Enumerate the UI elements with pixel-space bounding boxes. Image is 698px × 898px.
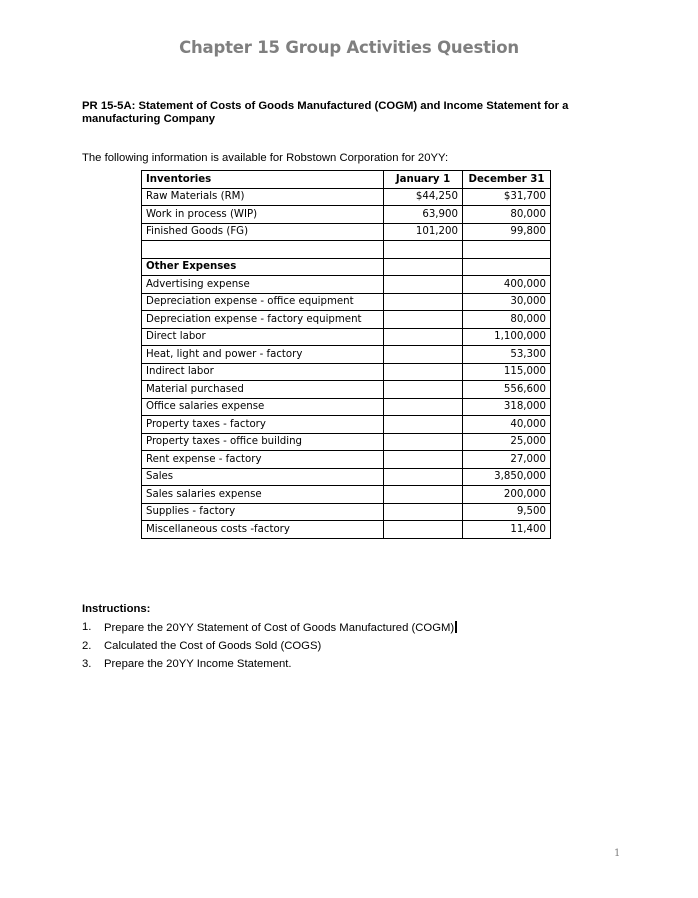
row-label: Rent expense - factory bbox=[142, 451, 384, 469]
expense-row bbox=[142, 451, 551, 469]
instruction-text: Calculated the Cost of Goods Sold (COGS) bbox=[104, 640, 322, 652]
expense-row bbox=[142, 311, 551, 329]
table-header-row bbox=[142, 171, 551, 189]
row-label: Property taxes - factory bbox=[142, 416, 384, 434]
problem-heading: PR 15-5A: Statement of Costs of Goods Manufactured (COGM) and Income Statement for a manufacturing Company bbox=[82, 100, 569, 125]
inventory-row bbox=[142, 188, 551, 206]
january-1-value bbox=[384, 363, 463, 381]
instruction-text: Prepare the 20YY Income Statement. bbox=[104, 658, 292, 670]
december-31-value: 11,400 bbox=[463, 521, 551, 539]
instruction-item bbox=[82, 621, 457, 634]
january-1-value bbox=[384, 346, 463, 364]
january-1-value bbox=[384, 311, 463, 329]
expense-row bbox=[142, 276, 551, 294]
january-1-value bbox=[384, 433, 463, 451]
row-label: Heat, light and power - factory bbox=[142, 346, 384, 364]
instruction-number: 2. bbox=[82, 640, 92, 652]
december-31-value: 318,000 bbox=[463, 398, 551, 416]
december-31-value: 99,800 bbox=[463, 223, 551, 241]
instruction-item bbox=[82, 658, 457, 670]
expense-row bbox=[142, 486, 551, 504]
december-31-value: 30,000 bbox=[463, 293, 551, 311]
january-1-value: 101,200 bbox=[384, 223, 463, 241]
instructions bbox=[82, 603, 457, 676]
december-31-value: 80,000 bbox=[463, 206, 551, 224]
row-label: Office salaries expense bbox=[142, 398, 384, 416]
row-label: Miscellaneous costs -factory bbox=[142, 521, 384, 539]
december-31-value: 9,500 bbox=[463, 503, 551, 521]
december-31-value: 27,000 bbox=[463, 451, 551, 469]
january-1-value: $44,250 bbox=[384, 188, 463, 206]
expense-row bbox=[142, 416, 551, 434]
row-label: Sales bbox=[142, 468, 384, 486]
instruction-number: 3. bbox=[82, 658, 92, 670]
row-label: Direct labor bbox=[142, 328, 384, 346]
december-31-value: 1,100,000 bbox=[463, 328, 551, 346]
text-cursor bbox=[455, 621, 457, 633]
other-expenses-header-row bbox=[142, 258, 551, 276]
january-1-value bbox=[384, 398, 463, 416]
row-label bbox=[142, 241, 384, 259]
row-label: Depreciation expense - factory equipment bbox=[142, 311, 384, 329]
instructions-heading: Instructions: bbox=[82, 603, 151, 615]
december-31-value: 556,600 bbox=[463, 381, 551, 399]
january-1-value bbox=[384, 451, 463, 469]
data-table bbox=[141, 170, 551, 539]
january-1-value bbox=[384, 381, 463, 399]
december-31-value bbox=[463, 258, 551, 276]
instruction-text: Prepare the 20YY Statement of Cost of Goods Manufactured (COGM) bbox=[104, 622, 455, 634]
december-31-value: 3,850,000 bbox=[463, 468, 551, 486]
expense-row bbox=[142, 521, 551, 539]
january-1-value: 63,900 bbox=[384, 206, 463, 224]
header-january-1: January 1 bbox=[384, 171, 463, 189]
row-label: Raw Materials (RM) bbox=[142, 188, 384, 206]
row-label: Sales salaries expense bbox=[142, 486, 384, 504]
expense-row bbox=[142, 293, 551, 311]
header-inventories: Inventories bbox=[142, 171, 384, 189]
december-31-value: 400,000 bbox=[463, 276, 551, 294]
inventory-row bbox=[142, 206, 551, 224]
row-label: Advertising expense bbox=[142, 276, 384, 294]
december-31-value bbox=[463, 241, 551, 259]
december-31-value: $31,700 bbox=[463, 188, 551, 206]
january-1-value bbox=[384, 241, 463, 259]
expense-row bbox=[142, 328, 551, 346]
row-label: Supplies - factory bbox=[142, 503, 384, 521]
december-31-value: 115,000 bbox=[463, 363, 551, 381]
expense-row bbox=[142, 503, 551, 521]
instruction-number: 1. bbox=[82, 621, 92, 633]
expense-row bbox=[142, 346, 551, 364]
december-31-value: 25,000 bbox=[463, 433, 551, 451]
expense-row bbox=[142, 381, 551, 399]
row-label: Material purchased bbox=[142, 381, 384, 399]
january-1-value bbox=[384, 521, 463, 539]
page-number: 1 bbox=[614, 848, 621, 859]
january-1-value bbox=[384, 503, 463, 521]
january-1-value bbox=[384, 416, 463, 434]
row-label: Other Expenses bbox=[142, 258, 384, 276]
january-1-value bbox=[384, 293, 463, 311]
december-31-value: 53,300 bbox=[463, 346, 551, 364]
january-1-value bbox=[384, 486, 463, 504]
december-31-value: 200,000 bbox=[463, 486, 551, 504]
expense-row bbox=[142, 363, 551, 381]
december-31-value: 80,000 bbox=[463, 311, 551, 329]
row-label: Work in process (WIP) bbox=[142, 206, 384, 224]
january-1-value bbox=[384, 276, 463, 294]
blank-row bbox=[142, 241, 551, 259]
intro-text: The following information is available for Robstown Corporation for 20YY: bbox=[82, 152, 449, 164]
expense-row bbox=[142, 433, 551, 451]
row-label: Property taxes - office building bbox=[142, 433, 384, 451]
expense-row bbox=[142, 398, 551, 416]
document-title: Chapter 15 Group Activities Question bbox=[179, 38, 519, 57]
header-december-31: December 31 bbox=[463, 171, 551, 189]
expense-row bbox=[142, 468, 551, 486]
january-1-value bbox=[384, 468, 463, 486]
december-31-value: 40,000 bbox=[463, 416, 551, 434]
january-1-value bbox=[384, 258, 463, 276]
inventory-row bbox=[142, 223, 551, 241]
row-label: Finished Goods (FG) bbox=[142, 223, 384, 241]
row-label: Indirect labor bbox=[142, 363, 384, 381]
january-1-value bbox=[384, 328, 463, 346]
row-label: Depreciation expense - office equipment bbox=[142, 293, 384, 311]
instruction-item bbox=[82, 640, 457, 652]
